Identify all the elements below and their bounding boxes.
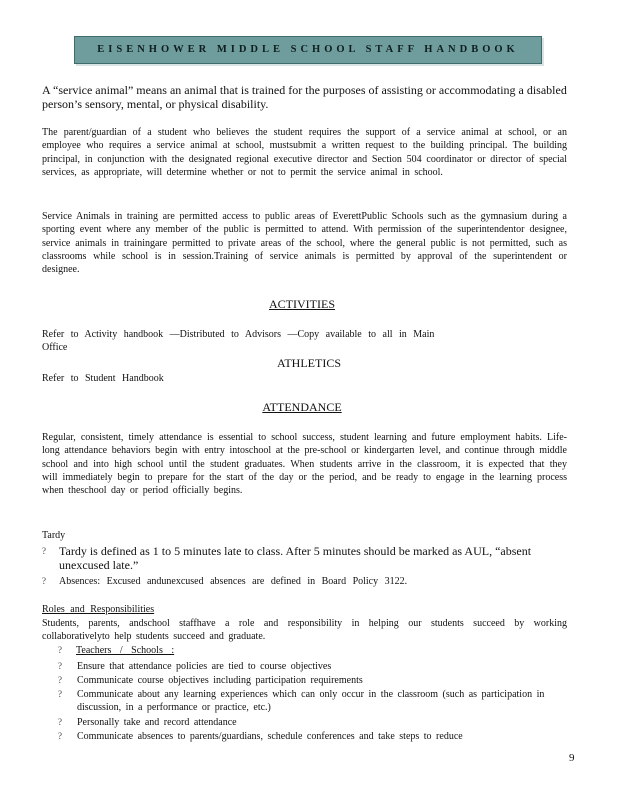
teacher-item: ? Ensure that attendance policies are tied to course objectives [58,661,332,672]
bullet-glyph: ? [58,731,62,741]
activities-line: Refer to Activity handbook —Distributed to Advisors —Copy available to all in Main [42,329,435,340]
activities-heading: ACTIVITIES [269,297,335,311]
activities-line-cont: Office [42,342,68,353]
attendance-paragraph: Regular, consistent, timely attendance is essential to school success, student learning and future employment habits. Life-long attendance behaviors begin with entry intoschool at the pre-school or kindergarten level, and continue through middle school and into high school until the student graduates. When students arrive in the classroom, it is expected that they will immediately begin to prepare for the start of the day or the period, and be ready to engage in the learning process when theschool day or period officially begins. [42,432,567,497]
roles-paragraph: Students, parents, andschool staffhave a role and responsibility in helping our students succeed by working collaborativelyto help students succeed and graduate. [42,618,567,643]
tardy-bullet-definition: ? Tardy is defined as 1 to 5 minutes late to class. After 5 minutes should be marked as AUL, “absent unexcused late.” [42,544,532,572]
athletics-line: Refer to Student Handbook [42,373,164,384]
page-number: 9 [569,752,575,764]
bullet-glyph: ? [58,689,62,699]
service-animal-training-paragraph: Service Animals in training are permitted access to public areas of EverettPublic Schools such as the gymnasium during a sporting event where any member of the public is permitted to attend. With permission of the superintendentor designee, service animals in trainingare permitted to private areas of the school, where the general public is not permitted, such as classrooms while school is in session.Training of service animals is permitted by approval of the superintendent or designee. [42,211,567,276]
athletics-heading: ATHLETICS [277,356,341,370]
tardy-bullet-absences: ? Absences: Excused andunexcused absences are defined in Board Policy 3122. [42,576,408,587]
bullet-glyph: ? [58,675,62,685]
roles-heading: Roles and Responsibilities [42,604,155,615]
attendance-heading: ATTENDANCE [262,400,342,414]
bullet-glyph: ? [58,661,62,671]
handbook-title-banner [74,36,542,64]
service-animal-request-paragraph: The parent/guardian of a student who believes the student requires the support of a service animal at school, or an employee who requires a service animal at school, mustsubmit a written request to the building principal. The building principal, in conjunction with the designated regional executive director and Section 504 coordinator or director of special services, as appropriate, will determine whether or not to permit the service animal in school. [42,127,567,178]
tardy-label: Tardy [42,530,66,541]
handbook-title: EISENHOWER MIDDLE SCHOOL STAFF HANDBOOK [97,44,519,55]
teacher-item: ? Communicate course objectives including participation requirements [58,675,363,686]
bullet-glyph: ? [42,546,46,556]
bullet-glyph: ? [58,717,62,727]
service-animal-definition: A “service animal” means an animal that is trained for the purposes of assisting or accommodating a disabled person’s sensory, mental, or physical disability. [42,83,567,111]
teacher-item: ? Communicate absences to parents/guardians, schedule conferences and take steps to reduce [58,731,463,742]
teacher-item: ? Communicate about any learning experiences which can only occur in the classroom (such as participation in discussion, in a performance or practice, etc.) [58,689,545,714]
teachers-heading: ? Teachers / Schools : [58,645,175,656]
bullet-glyph: ? [42,576,46,586]
bullet-glyph: ? [58,645,62,655]
teacher-item: ? Personally take and record attendance [58,717,237,728]
